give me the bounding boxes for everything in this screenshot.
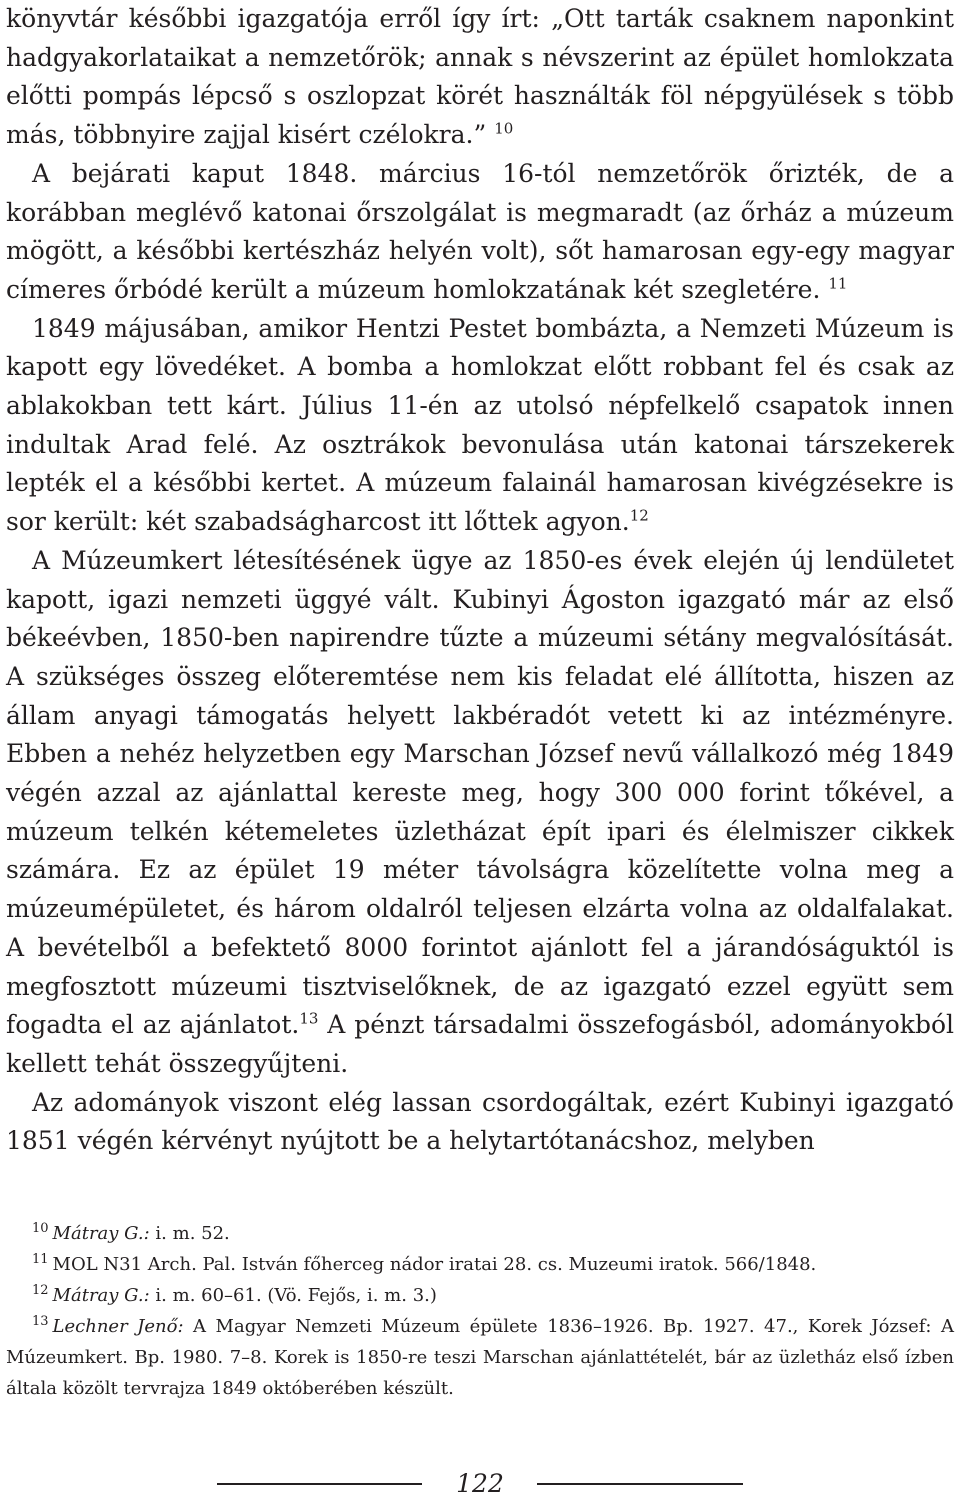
paragraph-4-text-b: A pénzt társadalmi összefogásból, adományokból kellett tehát összegyűjteni. <box>6 1010 954 1078</box>
paragraph-3-text: 1849 májusában, amikor Hentzi Pestet bombázta, a Nemzeti Múzeum is kapott egy lövedéket. A bomba a homlokzat előtt robbant fel és csak az ablakokban tett kárt. Július 11-én az utolsó népfelkelő csapatok innen indultak Arad felé. Az osztrákok bevonulása után katonai társzekerek lepték el a későbbi kertet. A múzeum falainál hamarosan kivégzésekre is sor került: két szabadságharcost itt lőttek agyon. <box>6 313 954 537</box>
footnote-text: i. m. 52. <box>149 1223 230 1244</box>
page-number: 122 <box>456 1469 504 1498</box>
footnote-ref-11[interactable]: 11 <box>828 274 848 293</box>
footnote-number: 13 <box>32 1314 49 1329</box>
footnote-ref-13[interactable]: 13 <box>299 1009 319 1028</box>
footer-rule-left <box>217 1483 422 1485</box>
footnote-13 <box>6 1311 954 1404</box>
footnotes <box>6 1218 954 1404</box>
footnote-11 <box>6 1249 954 1280</box>
footnote-text: i. m. 60–61. (Vö. Fejős, i. m. 3.) <box>149 1285 437 1306</box>
paragraph-5-text: Az adományok viszont elég lassan csordogáltak, ezért Kubinyi igazgató 1851 végén kérvényt nyújtott be a helytartótanácshoz, melyben <box>6 1087 954 1156</box>
footnote-text: A Magyar Nemzeti Múzeum épülete 1836–1926. Bp. 1927. 47., Korek József: A Múzeumkert. Bp. 1980. 7–8. Korek is 1850-re teszi Marschan ajánlattételét, bár az üzletház első ízben általa közölt tervrajza 1849 októberében készült. <box>6 1316 954 1399</box>
paragraph-3 <box>6 310 954 542</box>
paragraph-2-text: A bejárati kaput 1848. március 16-tól nemzetőrök őrizték, de a korábban meglévő katonai őrszolgálat is megmaradt (az őrház a múzeum mögött, a későbbi kertészház helyén volt), sőt hamarosan egy-egy magyar címeres őrbódé került a múzeum homlokzatának két szegletére. <box>6 158 954 304</box>
footnote-author: Lechner Jenő: <box>52 1316 184 1337</box>
footnote-number: 11 <box>32 1252 49 1267</box>
page-footer <box>0 1467 960 1507</box>
footnote-number: 12 <box>32 1283 49 1298</box>
footer-rule-right <box>537 1483 743 1485</box>
footnote-ref-12[interactable]: 12 <box>629 506 649 525</box>
footnote-number: 10 <box>32 1221 49 1236</box>
footnote-12 <box>6 1280 954 1311</box>
footnote-author: Mátray G.: <box>52 1223 150 1244</box>
paragraph-2 <box>6 155 954 310</box>
footnote-10 <box>6 1218 954 1249</box>
paragraph-4 <box>6 542 954 1084</box>
paragraph-1-text: könyvtár későbbi igazgatója erről így írt: „Ott tarták csaknem naponkint hadgyakorlataikat a nemzetőrök; annak s névszerint az épület homlokzata előtti pompás lépcső s oszlopzat körét használták föl népgyülések s több más, többnyire zajjal kisért czélokra.” <box>6 4 954 150</box>
main-text <box>6 0 954 1161</box>
footnote-text: MOL N31 Arch. Pal. István főherceg nádor iratai 28. cs. Muzeumi iratok. 566/1848. <box>52 1254 817 1275</box>
paragraph-5 <box>6 1084 954 1161</box>
footnote-author: Mátray G.: <box>52 1285 150 1306</box>
paragraph-4-text-a: A Múzeumkert létesítésének ügye az 1850-es évek elején új lendületet kapott, igazi nemzeti üggyé vált. Kubinyi Ágoston igazgató már az első békeévben, 1850-ben napirendre tűzte a múzeumi sétány megvalósítását. A szükséges összeg előteremtése nem kis feladat elé állította, hiszen az állam anyagi támogatás helyett lakbéradót vetett ki az intézményre. Ebben a nehéz helyzetben egy Marschan József nevű vállalkozó még 1849 végén azzal az ajánlattal kereste meg, hogy 300 000 forint tőkével, a múzeum telkén kétemeletes üzletházat épít ipari és élelmiszer cikkek számára. Ez az épület 19 méter távolságra közelítette volna meg a múzeumépületet, és három oldalról teljesen elzárta volna az oldalfalakat. A bevételből a befektető 8000 forintot ajánlott fel a járandóságuktól is megfosztott múzeumi tisztviselőknek, de az igazgató ezzel együtt sem fogadta el az ajánlatot. <box>6 545 954 1040</box>
footnote-ref-10[interactable]: 10 <box>494 119 514 138</box>
paragraph-1 <box>6 0 954 155</box>
